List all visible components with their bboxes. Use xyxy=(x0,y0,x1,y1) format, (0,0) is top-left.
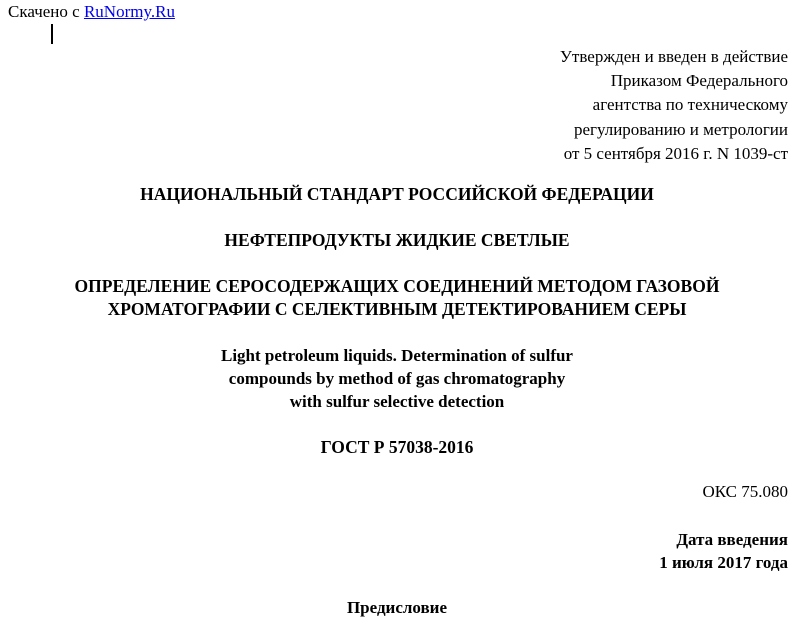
english-title xyxy=(0,344,790,413)
national-standard-title: НАЦИОНАЛЬНЫЙ СТАНДАРТ РОССИЙСКОЙ ФЕДЕРАЦИИ xyxy=(140,184,654,204)
download-prefix: Скачено с xyxy=(8,2,80,21)
download-source-line xyxy=(8,2,175,22)
method-title xyxy=(0,275,790,321)
gost-number: ГОСТ Р 57038-2016 xyxy=(320,437,474,457)
english-title-line: with sulfur selective detection xyxy=(289,392,505,411)
oks-code: ОКС 75.080 xyxy=(702,482,788,501)
approval-line: от 5 сентября 2016 г. N 1039-ст xyxy=(563,143,788,163)
introduction-date-value: 1 июля 2017 года xyxy=(659,553,788,572)
runormy-link[interactable]: RuNormy.Ru xyxy=(83,2,175,21)
approval-block xyxy=(560,45,788,166)
approval-line: агентства по техническому xyxy=(592,95,788,115)
english-title-line: Light petroleum liquids. Determination of sulfur xyxy=(221,346,573,365)
introduction-date-block xyxy=(659,528,788,574)
introduction-date-label: Дата введения xyxy=(676,530,788,549)
foreword-heading: Предисловие xyxy=(346,598,448,617)
approval-line: регулированию и метрологии xyxy=(573,119,788,139)
product-title: НЕФТЕПРОДУКТЫ ЖИДКИЕ СВЕТЛЫЕ xyxy=(224,230,570,250)
method-title-line: ОПРЕДЕЛЕНИЕ СЕРОСОДЕРЖАЩИХ СОЕДИНЕНИЙ МЕТОДОМ ГАЗОВОЙ xyxy=(74,276,720,296)
approval-line: Утвержден и введен в действие xyxy=(559,47,788,66)
text-cursor xyxy=(51,24,53,44)
method-title-line: ХРОМАТОГРАФИИ С СЕЛЕКТИВНЫМ ДЕТЕКТИРОВАНИЕМ СЕРЫ xyxy=(107,299,687,319)
approval-line: Приказом Федерального xyxy=(610,71,788,91)
english-title-line: compounds by method of gas chromatography xyxy=(228,369,566,388)
